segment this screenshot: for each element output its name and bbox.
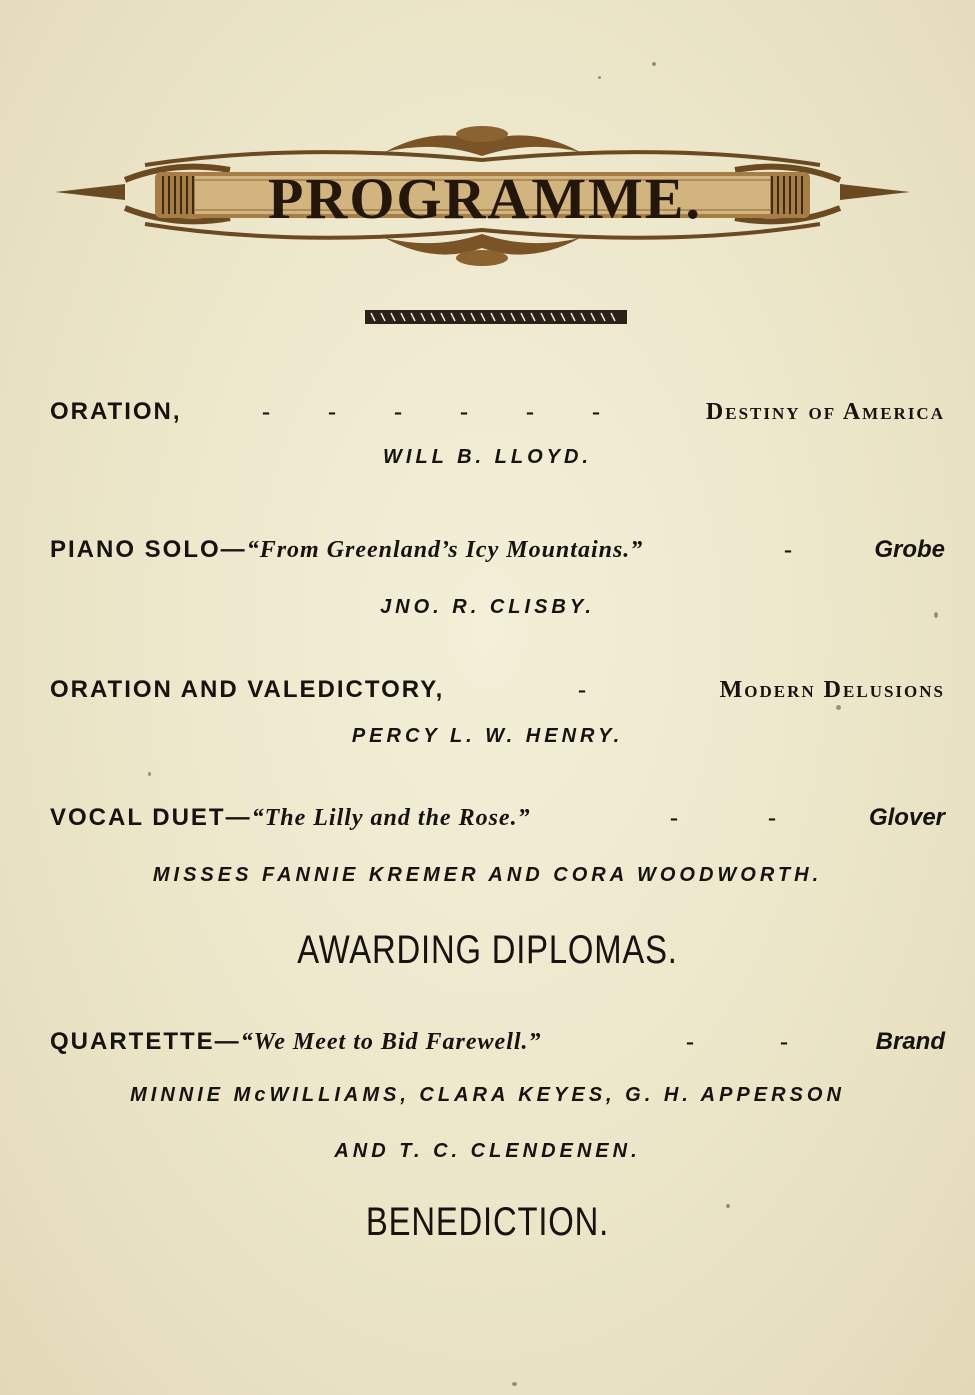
item-performer: JNO. R. CLISBY. [380, 596, 595, 618]
item-subject: Modern Delusions [719, 677, 945, 703]
item-label: VOCAL DUET— [50, 804, 252, 831]
page-title: PROGRAMME. [268, 166, 702, 231]
paper-speck [512, 1382, 517, 1386]
programme-item-vocal-duet [50, 798, 945, 838]
item-performer: AND T. C. CLENDENEN. [334, 1140, 641, 1162]
item-label: PIANO SOLO— [50, 536, 247, 563]
paper-speck [598, 76, 601, 79]
item-title: ORATION AND VALEDICTORY, [50, 676, 445, 703]
item-piece: “From Greenland’s Icy Mountains.” [246, 537, 644, 563]
leader-dashes: -- [686, 1029, 874, 1055]
item-composer: Grobe [874, 536, 945, 563]
item-subject: Destiny of America [705, 399, 945, 425]
programme-item-quartette [50, 1022, 945, 1062]
leader-dashes: ------ [262, 399, 658, 425]
item-title [50, 530, 643, 570]
item-piece: “The Lilly and the Rose.” [251, 805, 531, 831]
item-title: ORATION, [50, 398, 182, 425]
item-composer: Brand [875, 1028, 945, 1055]
item-title [50, 1022, 542, 1062]
benediction-heading: BENEDICTION. [365, 1200, 610, 1244]
programme-item-oration [50, 392, 945, 432]
awarding-diplomas-heading: AWARDING DIPLOMAS. [297, 928, 678, 972]
item-composer: Glover [868, 804, 945, 831]
item-label: QUARTETTE— [50, 1028, 241, 1055]
leader-dashes: - [784, 537, 792, 563]
paper-speck [148, 772, 151, 776]
item-performer: PERCY L. W. HENRY. [351, 725, 624, 747]
programme-item-valedictory [50, 670, 945, 710]
programme-banner [55, 120, 910, 275]
paper-speck [652, 62, 656, 66]
item-performer: MISSES FANNIE KREMER AND CORA WOODWORTH. [152, 864, 823, 886]
item-performer: MINNIE McWILLIAMS, CLARA KEYES, G. H. APPERSON [130, 1084, 845, 1106]
ornamental-rule [365, 310, 627, 324]
programme-item-piano-solo [50, 530, 945, 570]
item-performer: WILL B. LLOYD. [383, 446, 592, 468]
leader-dashes: -- [670, 805, 866, 831]
item-title [50, 798, 531, 838]
leader-dashes: - [578, 677, 586, 703]
item-piece: “We Meet to Bid Farewell.” [240, 1029, 542, 1055]
